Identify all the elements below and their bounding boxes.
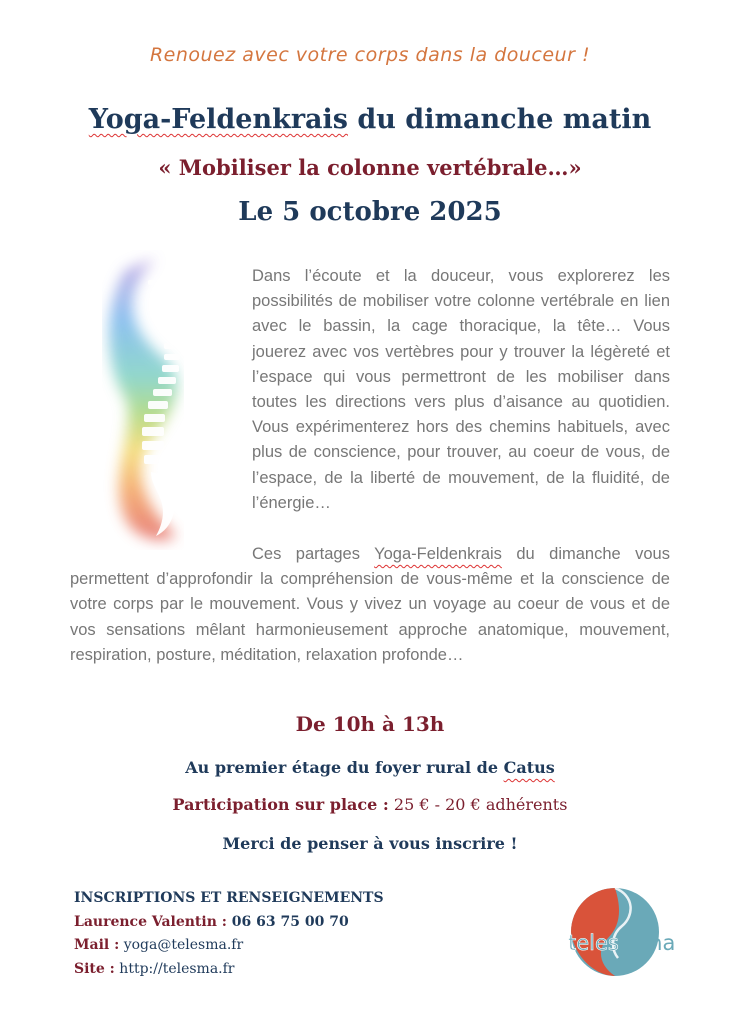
title-rest: du dimanche matin — [348, 104, 652, 135]
description-paragraph-2 — [70, 542, 670, 668]
price-value: 25 € - 20 € adhérents — [388, 795, 568, 814]
contact-heading: INSCRIPTIONS ET RENSEIGNEMENTS — [74, 890, 384, 906]
contact-mail-line — [74, 934, 384, 958]
logo-text-left: teles — [568, 931, 619, 955]
contact-block — [74, 887, 384, 981]
contact-phone-line — [74, 911, 384, 935]
contact-name-label: Laurence Valentin : — [74, 913, 227, 930]
paragraph2-yoga-feldenkrais: Yoga-Feldenkrais — [374, 545, 502, 563]
spine-illustration — [96, 250, 216, 550]
paragraph2-rest: du dimanche vous permettent d’approfondir la compréhension de vous-même et la conscience de votre corps par le mouvement. Vous y vivez un voyage au coeur de vous et de vos sensations mêlant harmonieusement approche anatomique, mouvement, respiration, posture, méditation, relaxation profonde… — [70, 545, 670, 664]
mail-label: Mail : — [74, 937, 120, 953]
mail-link[interactable]: yoga@telesma.fr — [119, 937, 244, 953]
contact-phone[interactable]: 06 63 75 00 70 — [226, 913, 349, 930]
registration-reminder: Merci de penser à vous inscrire ! — [222, 834, 518, 853]
place-prefix: Au premier étage du foyer rural de — [185, 758, 504, 777]
contact-site-line — [74, 958, 384, 982]
session-place — [0, 758, 740, 777]
telesma-logo — [560, 882, 680, 982]
page-title — [0, 104, 740, 135]
subtitle: « Mobiliser la colonne vertébrale…» — [158, 155, 582, 180]
tagline: Renouez avec votre corps dans la douceur ! — [149, 44, 591, 66]
session-time: De 10h à 13h — [295, 712, 445, 736]
event-date: Le 5 octobre 2025 — [238, 197, 502, 227]
place-town: Catus — [503, 758, 555, 777]
price-label: Participation sur place : — [172, 795, 389, 814]
site-label: Site : — [74, 960, 115, 977]
logo-text-right: ma — [642, 931, 676, 955]
description-paragraph-1: Dans l’écoute et la douceur, vous explorerez les possibilités de mobiliser votre colonne vertébrale en lien avec le bassin, la cage thoracique, la tête… Vous jouerez avec vos vertèbres pour y trouver la légèreté et l’espace qui vous permettront de les mobiliser dans toutes les directions vers plus d’aisance au quotidien. Vous expérimenterez hors des chemins habituels, avec plus de conscience, pour trouver, au coeur de vous, de l’espace, de la liberté de mouvement, de la fluidité, de l’énergie… — [252, 267, 670, 512]
paragraph2-start: Ces partages — [252, 545, 375, 563]
site-link[interactable]: http://telesma.fr — [114, 960, 235, 977]
price-line — [0, 795, 740, 814]
title-yoga-feldenkrais: Yoga-Feldenkrais — [88, 104, 348, 135]
